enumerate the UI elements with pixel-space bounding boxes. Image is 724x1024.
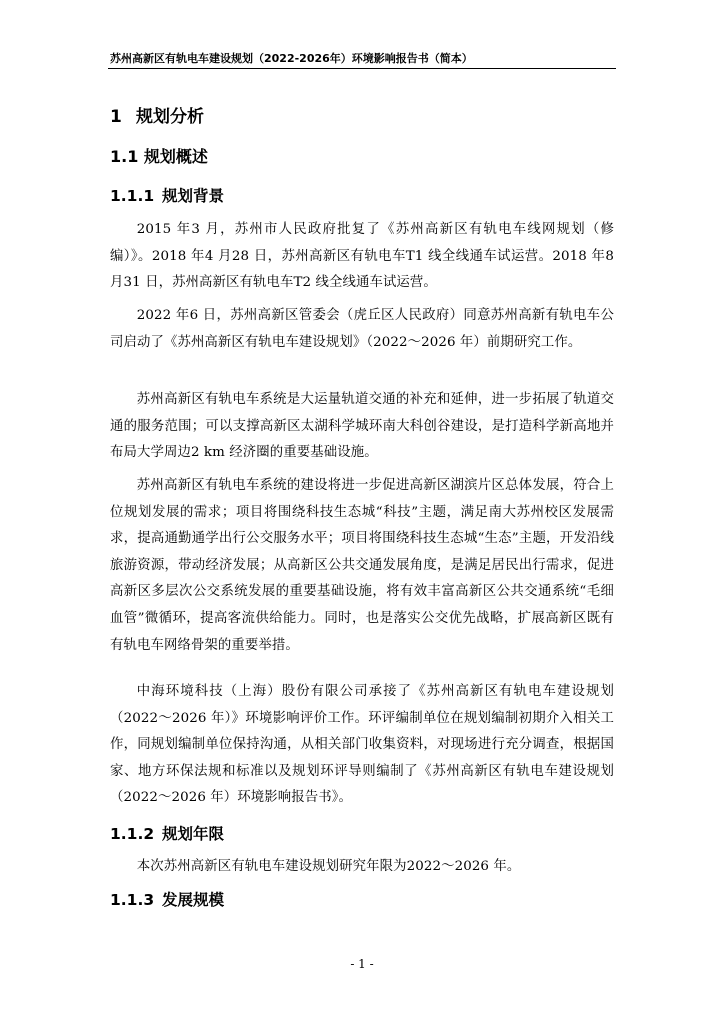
section-number: 1.1.3 (110, 891, 155, 909)
header-rule (108, 68, 616, 69)
paragraph-background-4: 苏州高新区有轨电车系统的建设将进一步促进高新区湖滨片区总体发展，符合上位规划发展的需求；项目将围绕科技生态城“科技”主题，满足南大苏州校区发展需求，提高通勤通学出行公交服务水平；项目将围绕科技生态城“生态”主题，开发沿线旅游资源，带动经济发展；从高新区公共交通发展角度，是满足居民出行需求，促进高新区多层次公交系统发展的重要基础设施，将有效丰富高新区公共交通系统“毛细血管”微循环，提高客流供给能力。同时，也是落实公交优先战略，扩展高新区既有有轨电车网络骨架的重要举措。 (110, 478, 614, 653)
section-heading-1-1-3 (110, 889, 224, 911)
section-number: 1 (110, 107, 122, 127)
paragraph-background-3: 苏州高新区有轨电车系统是大运量轨道交通的补充和延伸，进一步拓展了轨道交通的服务范围；可以支撑高新区太湖科学城环南大科创谷建设，是打造科学新高地并布局大学周边2 km 经济圈的重要基础设施。 (110, 392, 614, 461)
section-number: 1.1.1 (110, 187, 155, 205)
paragraph-background-1: 2015 年3 月，苏州市人民政府批复了《苏州高新区有轨电车线网规划（修编）》。2018 年4 月28 日，苏州高新区有轨电车T1 线全线通车试运营。2018 年8 月31 日，苏州高新区有轨电车T2 线全线通车试运营。 (110, 222, 614, 291)
section-heading-1 (110, 106, 204, 128)
section-heading-1-1-2 (110, 823, 224, 845)
section-number: 1.1.2 (110, 825, 155, 843)
running-header: 苏州高新区有轨电车建设规划（2022-2026年）环境影响报告书（简本） (110, 52, 473, 65)
section-title: 规划背景 (162, 187, 225, 205)
page-number: - 1 - (350, 957, 374, 971)
paragraph-background-5: 中海环境科技（上海）股份有限公司承接了《苏州高新区有轨电车建设规划（2022～2026 年）》环境影响评价工作。环评编制单位在规划编制初期介入相关工作，同规划编制单位保持沟通，从相关部门收集资料，对现场进行充分调查，根据国家、地方环保法规和标准以及规划环评导则编制了《苏州高新区有轨电车建设规划（2022～2026 年）环境影响报告书》。 (110, 684, 614, 806)
section-heading-1-1: 1.1 规划概述 (110, 147, 208, 166)
section-title: 规划分析 (136, 107, 204, 127)
paragraph-period: 本次苏州高新区有轨电车建设规划研究年限为2022～2026 年。 (136, 859, 521, 874)
section-heading-1-1-1 (110, 185, 224, 207)
section-title: 发展规模 (162, 891, 225, 909)
section-title: 规划年限 (162, 825, 225, 843)
paragraph-background-2: 2022 年6 日，苏州高新区管委会（虎丘区人民政府）同意苏州高新有轨电车公司启动了《苏州高新区有轨电车建设规划》（2022～2026 年）前期研究工作。 (110, 308, 614, 350)
